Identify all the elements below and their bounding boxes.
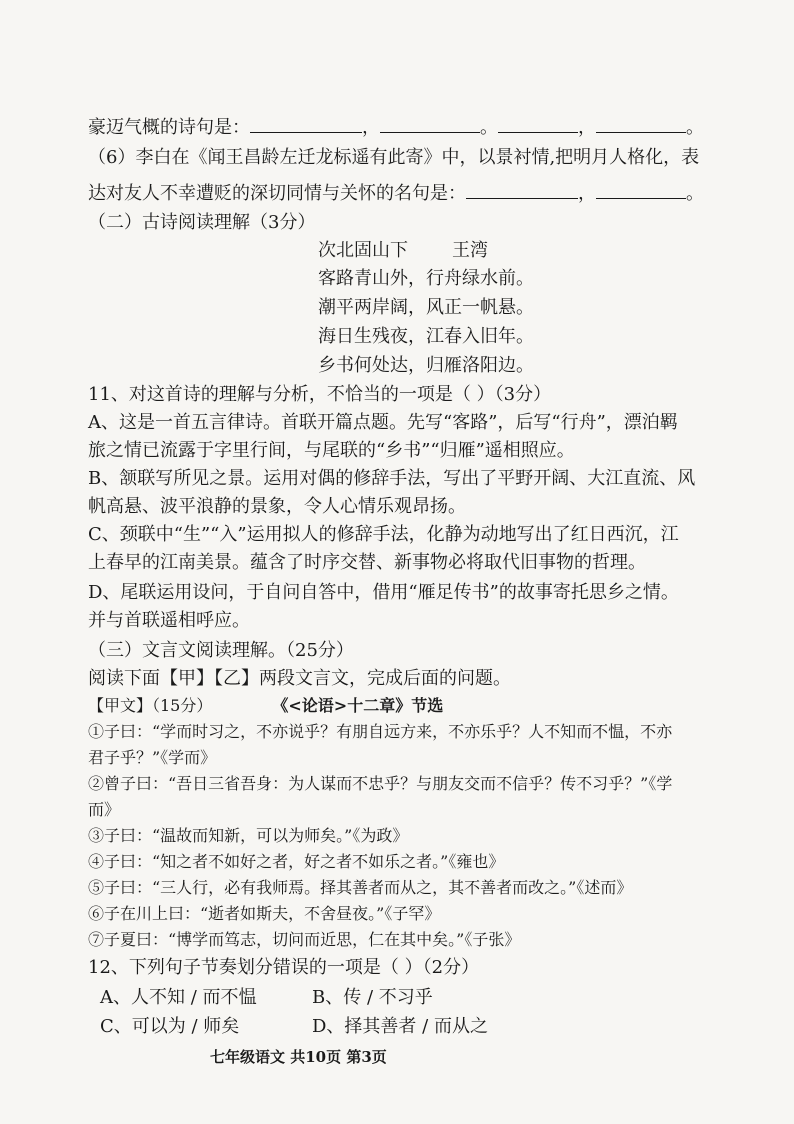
q12-options-row1: [100, 985, 702, 1011]
answer-blank[interactable]: [250, 112, 362, 133]
punct: ，: [578, 183, 596, 204]
punct: 。: [480, 117, 498, 138]
q11-option-b-cont: 帆高悬、波平浪静的景象，令人心情乐观昂扬。: [88, 496, 466, 517]
poem-title-row: [318, 238, 488, 264]
analects-item-cont: 君子乎？”《学而》: [88, 748, 217, 767]
q11-option-b: B、颔联写所见之景。运用对偶的修辞手法，写出了平野开阔、大江直流、风: [88, 468, 696, 489]
answer-blank[interactable]: [466, 178, 578, 199]
jia-title: 《<论语>十二章》节选: [272, 696, 444, 715]
analects-item: ⑥子在川上曰：“逝者如斯夫，不舍昼夜。”《子罕》: [88, 904, 441, 923]
q10-tail-prefix: 豪迈气概的诗句是：: [88, 117, 250, 138]
q10-tail-line: [88, 112, 702, 141]
q12-option-a: A、人不知 / 而不愠: [100, 987, 257, 1008]
q11-option-a-cont: 旅之情已流露于字里行间，与尾联的“乡书”“归雁”遥相照应。: [88, 440, 575, 461]
q12-option-c: C、可以为 / 师矣: [100, 1016, 240, 1037]
jia-header: [88, 693, 702, 719]
punct: ，: [578, 117, 596, 138]
q12-option-b: B、传 / 不习乎: [312, 987, 433, 1008]
answer-blank[interactable]: [498, 112, 578, 133]
punct: 。: [686, 117, 704, 138]
analects-item: ⑤子曰：“三人行，必有我师焉。择其善者而从之，其不善者而改之。”《述而》: [88, 878, 633, 897]
analects-item: ③子曰：“温故而知新，可以为师矣。”《为政》: [88, 826, 409, 845]
analects-item-cont: 而》: [88, 800, 121, 819]
punct: ，: [362, 117, 380, 138]
section-2-heading: （二）古诗阅读理解（3分）: [88, 212, 316, 233]
q11-option-c: C、颈联中“生”“入”运用拟人的修辞手法，化静为动地写出了红日西沉，江: [88, 524, 679, 545]
poem-line: 客路青山外，行舟绿水前。: [318, 268, 534, 289]
page-footer: 七年级语文 共10页 第3页: [210, 1048, 387, 1066]
q12-options-row2: [100, 1014, 702, 1040]
answer-blank[interactable]: [596, 112, 686, 133]
analects-item: ①子曰：“学而时习之，不亦说乎？有朋自远方来，不亦乐乎？人不知而不愠，不亦: [88, 722, 673, 741]
poem-line: 潮平两岸阔，风正一帆悬。: [318, 297, 534, 318]
poem-title: 次北固山下: [318, 240, 408, 261]
poem-line: 乡书何处达，归雁洛阳边。: [318, 355, 534, 376]
q11-option-a: A、这是一首五言律诗。首联开篇点题。先写“客路”，后写“行舟”，漂泊羁: [88, 412, 678, 433]
section-3-intro: 阅读下面【甲】【乙】两段文言文，完成后面的问题。: [88, 668, 511, 689]
poem-author: 王湾: [452, 240, 488, 261]
analects-item: ④子曰：“知之者不如好之者，好之者不如乐之者。”《雍也》: [88, 852, 505, 871]
punct: 。: [686, 183, 704, 204]
poem-line: 海日生残夜，江春入旧年。: [318, 326, 534, 347]
q10-6-line1: （6）李白在《闻王昌龄左迁龙标遥有此寄》中，以景衬情,把明月人格化，表: [88, 147, 700, 168]
q12-option-d: D、择其善者 / 而从之: [312, 1016, 488, 1037]
q10-6-line2: [88, 178, 702, 207]
jia-label: 【甲文】（15分）: [88, 696, 213, 715]
analects-item: ⑦子夏曰：“博学而笃志，切问而近思，仁在其中矣。”《子张》: [88, 930, 521, 949]
q11-option-c-cont: 上春早的江南美景。蕴含了时序交替、新事物必将取代旧事物的哲理。: [88, 552, 646, 573]
q11-option-d: D、尾联运用设问，于自问自答中，借用“雁足传书”的故事寄托思乡之情。: [88, 582, 679, 603]
q11-stem: 11、对这首诗的理解与分析，不恰当的一项是（ ）（3分）: [88, 384, 552, 405]
q10-6-prefix: 达对友人不幸遭贬的深切同情与关怀的名句是：: [88, 183, 466, 204]
analects-item: ②曾子曰：“吾日三省吾身：为人谋而不忠乎？与朋友交而不信乎？传不习乎？”《学: [88, 774, 673, 793]
q11-option-d-cont: 并与首联遥相呼应。: [88, 610, 250, 631]
q12-stem: 12、下列句子节奏划分错误的一项是（ ）（2分）: [88, 957, 480, 978]
section-3-heading: （三）文言文阅读理解。（25分）: [88, 640, 354, 661]
answer-blank[interactable]: [380, 112, 480, 133]
answer-blank[interactable]: [596, 178, 686, 199]
